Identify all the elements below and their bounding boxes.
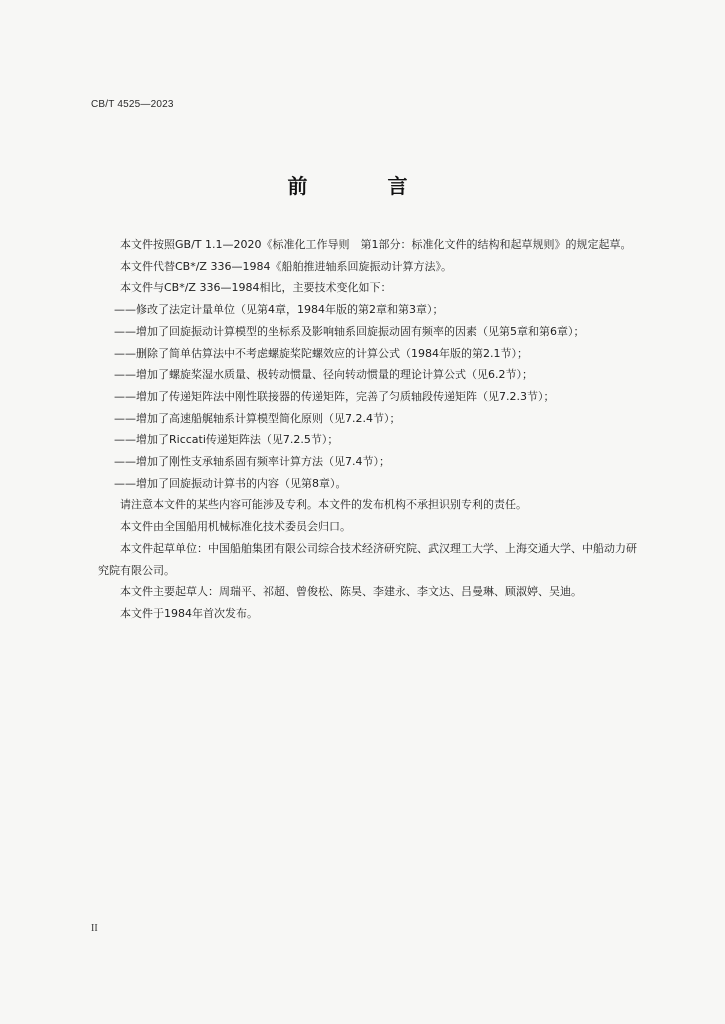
foreword-body	[98, 234, 644, 625]
change-item: ——增加了回旋振动计算书的内容（见第8章）。	[114, 476, 347, 490]
paragraph-first-published: 本文件于1984年首次发布。	[120, 606, 258, 620]
change-item: ——增加了Riccati传递矩阵法（见7.2.5节）；	[114, 433, 339, 447]
change-item: ——增加了传递矩阵法中刚性联接器的传递矩阵，完善了匀质轴段传递矩阵（见7.2.3节）；	[114, 389, 555, 403]
change-item: ——修改了法定计量单位（见第4章，1984年版的第2章和第3章）；	[114, 303, 444, 317]
change-item: ——删除了简单估算法中不考虑螺旋桨陀螺效应的计算公式（1984年版的第2.1节）；	[114, 346, 528, 360]
change-item: ——增加了回旋振动计算模型的坐标系及影响轴系回旋振动固有频率的因素（见第5章和第6章）；	[114, 324, 585, 338]
paragraph-drafters: 本文件主要起草人：周瑞平、祁超、曾俊松、陈昊、李建永、李文达、吕曼琳、顾淑婷、吴迪。	[120, 585, 582, 599]
paragraph-drafting-rules: 本文件按照GB/T 1.1—2020《标准化工作导则 第1部分：标准化文件的结构和起草规则》的规定起草。	[120, 238, 632, 251]
standard-code-header: CB/T 4525—2023	[91, 99, 174, 110]
paragraph-replaces: 本文件代替CB*/Z 336—1984《船舶推进轴系回旋振动计算方法》。	[120, 259, 452, 273]
change-item: ——增加了高速船艉轴系计算模型简化原则（见7.2.4节）；	[114, 411, 401, 425]
paragraph-patent-notice: 请注意本文件的某些内容可能涉及专利。本文件的发布机构不承担识别专利的责任。	[120, 498, 527, 512]
paragraph-drafting-units: 本文件起草单位：中国船舶集团有限公司综合技术经济研究院、武汉理工大学、上海交通大学、中船动力研究院有限公司。	[98, 541, 637, 577]
change-item: ——增加了螺旋桨湿水质量、极转动惯量、径向转动惯量的理论计算公式（见6.2节）；	[114, 368, 533, 382]
paragraph-committee: 本文件由全国船用机械标准化技术委员会归口。	[120, 520, 351, 534]
changes-list	[98, 299, 644, 494]
page-number: II	[91, 923, 98, 934]
change-item: ——增加了刚性支承轴系固有频率计算方法（见7.4节）；	[114, 455, 390, 469]
page-title: 前 言	[287, 174, 438, 198]
paragraph-changes-intro: 本文件与CB*/Z 336—1984相比，主要技术变化如下：	[120, 281, 392, 295]
